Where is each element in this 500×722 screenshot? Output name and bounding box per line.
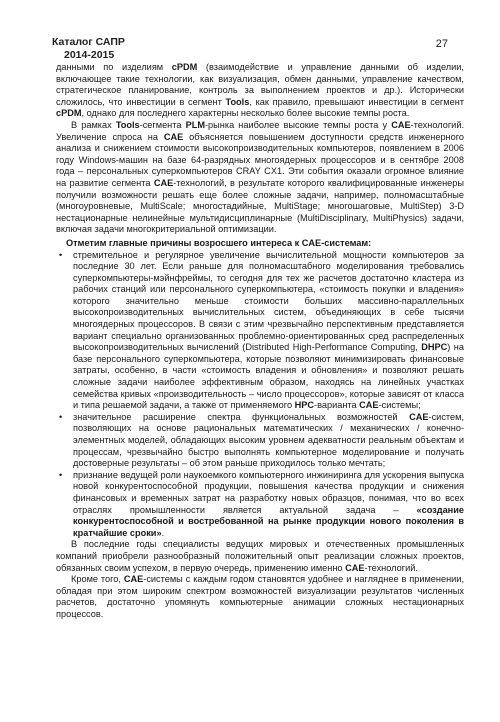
term-dhpc: DHPC bbox=[421, 342, 448, 353]
text-run: В рамках bbox=[71, 119, 116, 130]
list-item bbox=[56, 470, 464, 540]
reasons-list bbox=[56, 250, 464, 540]
term-cae: CAE bbox=[153, 177, 174, 188]
text-run: -систем, позволяющих на основе рациональных математических / механических / конечно-элементных моделей, обладающих высоким уровнем адекватности реальным объектам и процессам, чрезвычайно быстро выполнять компьютерное моделирование и получать достоверные результаты – об этом раньше приходилось только мечтать; bbox=[73, 411, 464, 469]
text-run: . bbox=[161, 527, 165, 538]
term-tools: Tools bbox=[225, 96, 250, 107]
term-tools: Tools bbox=[115, 119, 140, 130]
text-run: -рынка наиболее высокие темпы роста у bbox=[205, 119, 392, 130]
text-run: признание ведущей роли наукоемкого компьютерного инжиниринга для ускорения выпуска новой конкурентоспособной продукции, повышения качества продукции и снижения финансовых и временных затрат на разработку новых образцов, понимая, что во всех отраслях промышленности является актуальной задача – bbox=[73, 469, 464, 515]
catalog-years: 2014-2015 bbox=[64, 49, 115, 61]
text-run: Кроме того, bbox=[71, 574, 124, 585]
list-item bbox=[56, 412, 464, 470]
term-cae: CAE bbox=[163, 131, 184, 142]
visualization-paragraph bbox=[56, 574, 464, 620]
text-run: стремительное и регулярное увеличение вычислительной мощности компьютеров за последние 30 лет. Если раньше для полномасштабного моделирования требовались суперкомпьютеры-мэйнфреймы, то сегодня для тех же расчетов достаточно кластера из рабочих станций или персонального суперкомпьютера, «стоимость покупки и владения» которого значительно меньше стоимости больших массивно-параллельных высокопроизводительных вычислительных систем, объединяющих в себе тысячи многоядерных процессоров. В связи с этим чрезвычайно перспективным представляется вариант специально организованных проблемно-ориентированных сред распределенных высокопроизводительных вычислений (Distributed High-Performance Computing, bbox=[73, 249, 464, 353]
list-item bbox=[56, 250, 464, 412]
text-run: -варианта bbox=[314, 400, 360, 411]
term-cpdm: cPDM bbox=[56, 108, 82, 119]
term-plm: PLM bbox=[185, 119, 205, 130]
term-cae: CAE bbox=[391, 119, 411, 130]
catalog-title: Каталог САПР bbox=[52, 36, 125, 48]
text-run: , как правило, превышают инвестиции в сегмент bbox=[249, 96, 464, 107]
page-number: 27 bbox=[435, 38, 448, 50]
term-hpc: HPC bbox=[294, 400, 315, 411]
text-run: -системы; bbox=[378, 400, 421, 411]
intro-paragraph bbox=[56, 62, 464, 120]
term-cae: CAE bbox=[359, 400, 379, 411]
reasons-heading: Отметим главные причины возросшего интереса к CAE-системам: bbox=[66, 237, 372, 248]
term-cae: CAE bbox=[345, 562, 365, 573]
text-run: , однако для последнего характерны несколько более высокие темпы роста. bbox=[81, 108, 410, 119]
experience-paragraph bbox=[56, 539, 464, 574]
text-run: данными по изделиям bbox=[56, 62, 172, 72]
emphasis-quote: «создание конкурентоспособной и востребованной на рынке продукции нового поколения в кратчайшие сроки» bbox=[73, 504, 464, 538]
text-run: -технологий, в результате которого квалифицированные инженеры получили возможности решать еще более сложные задачи, например, полномасштабные (многоуровневые, MultiScale; многостадийные, MultiStage; многошаговые, MultiStep) 3-D нестационарные нелинейные мультидисциплинарные (MultiDisciplinary, MultiPhysics) задачи, включая задачи многокритериальной оптимизации. bbox=[56, 177, 464, 235]
text-run: объясняется повышением доступности средств инженерного анализа и снижением стоимости высокопроизводительных компьютеров, появлением в 2006 году Windows-машин на базе 64-разрядных многоядерных процессоров и в сентябре 2008 года – персональных суперкомпьютеров CRAY CX1. Эти события оказали огромное влияние на развитие сегмента bbox=[56, 131, 464, 188]
text-run: -технологий. bbox=[364, 562, 418, 573]
text-run: ) на базе персонального суперкомпьютера, которые позволяют минимизировать финансовые затраты, особенно, в части «стоимость владения и обновления» и позволяют решать сложные задачи наиболее эффективным образом, находясь на линейных участках семейства кривых «производительность – число процессоров», которые зависят от класса и типа решаемой задачи, а также от применяемого bbox=[73, 342, 464, 411]
term-cpdm: cPDM bbox=[171, 62, 198, 72]
cae-growth-paragraph bbox=[56, 120, 464, 236]
term-cae: CAE bbox=[123, 574, 144, 585]
running-header bbox=[52, 36, 125, 62]
article-body bbox=[56, 62, 464, 621]
term-cae: CAE bbox=[409, 411, 429, 422]
text-run: -сегмента bbox=[139, 119, 186, 130]
text-run: (взаимодействие и управление данными об изделии, включающее такие технологии, как визуализация, обмен данными, управление качеством, стратегическое планирование, контроль за выполнением проектов и др.). Исторически сложилось, что инвестиции в сегмент bbox=[56, 62, 464, 107]
text-run: -системы с каждым годом становятся удобнее и нагляднее в применении, обладая при этом широким спектром возможностей визуализации результатов численных расчетов, достаточно упомянуть компьютерные анимации сложных нестационарных процессов. bbox=[56, 574, 464, 619]
text-run: -технологий. Увеличение спроса на bbox=[56, 119, 464, 142]
text-run: значительное расширение спектра функциональных возможностей bbox=[73, 411, 410, 422]
text-run: В последние годы специалисты ведущих мировых и отечественных промышленных компаний приобрели разнообразный положительный опыт реализации сложных проектов, обязанных своим успехом, в первую очередь, применению именно bbox=[56, 539, 464, 573]
